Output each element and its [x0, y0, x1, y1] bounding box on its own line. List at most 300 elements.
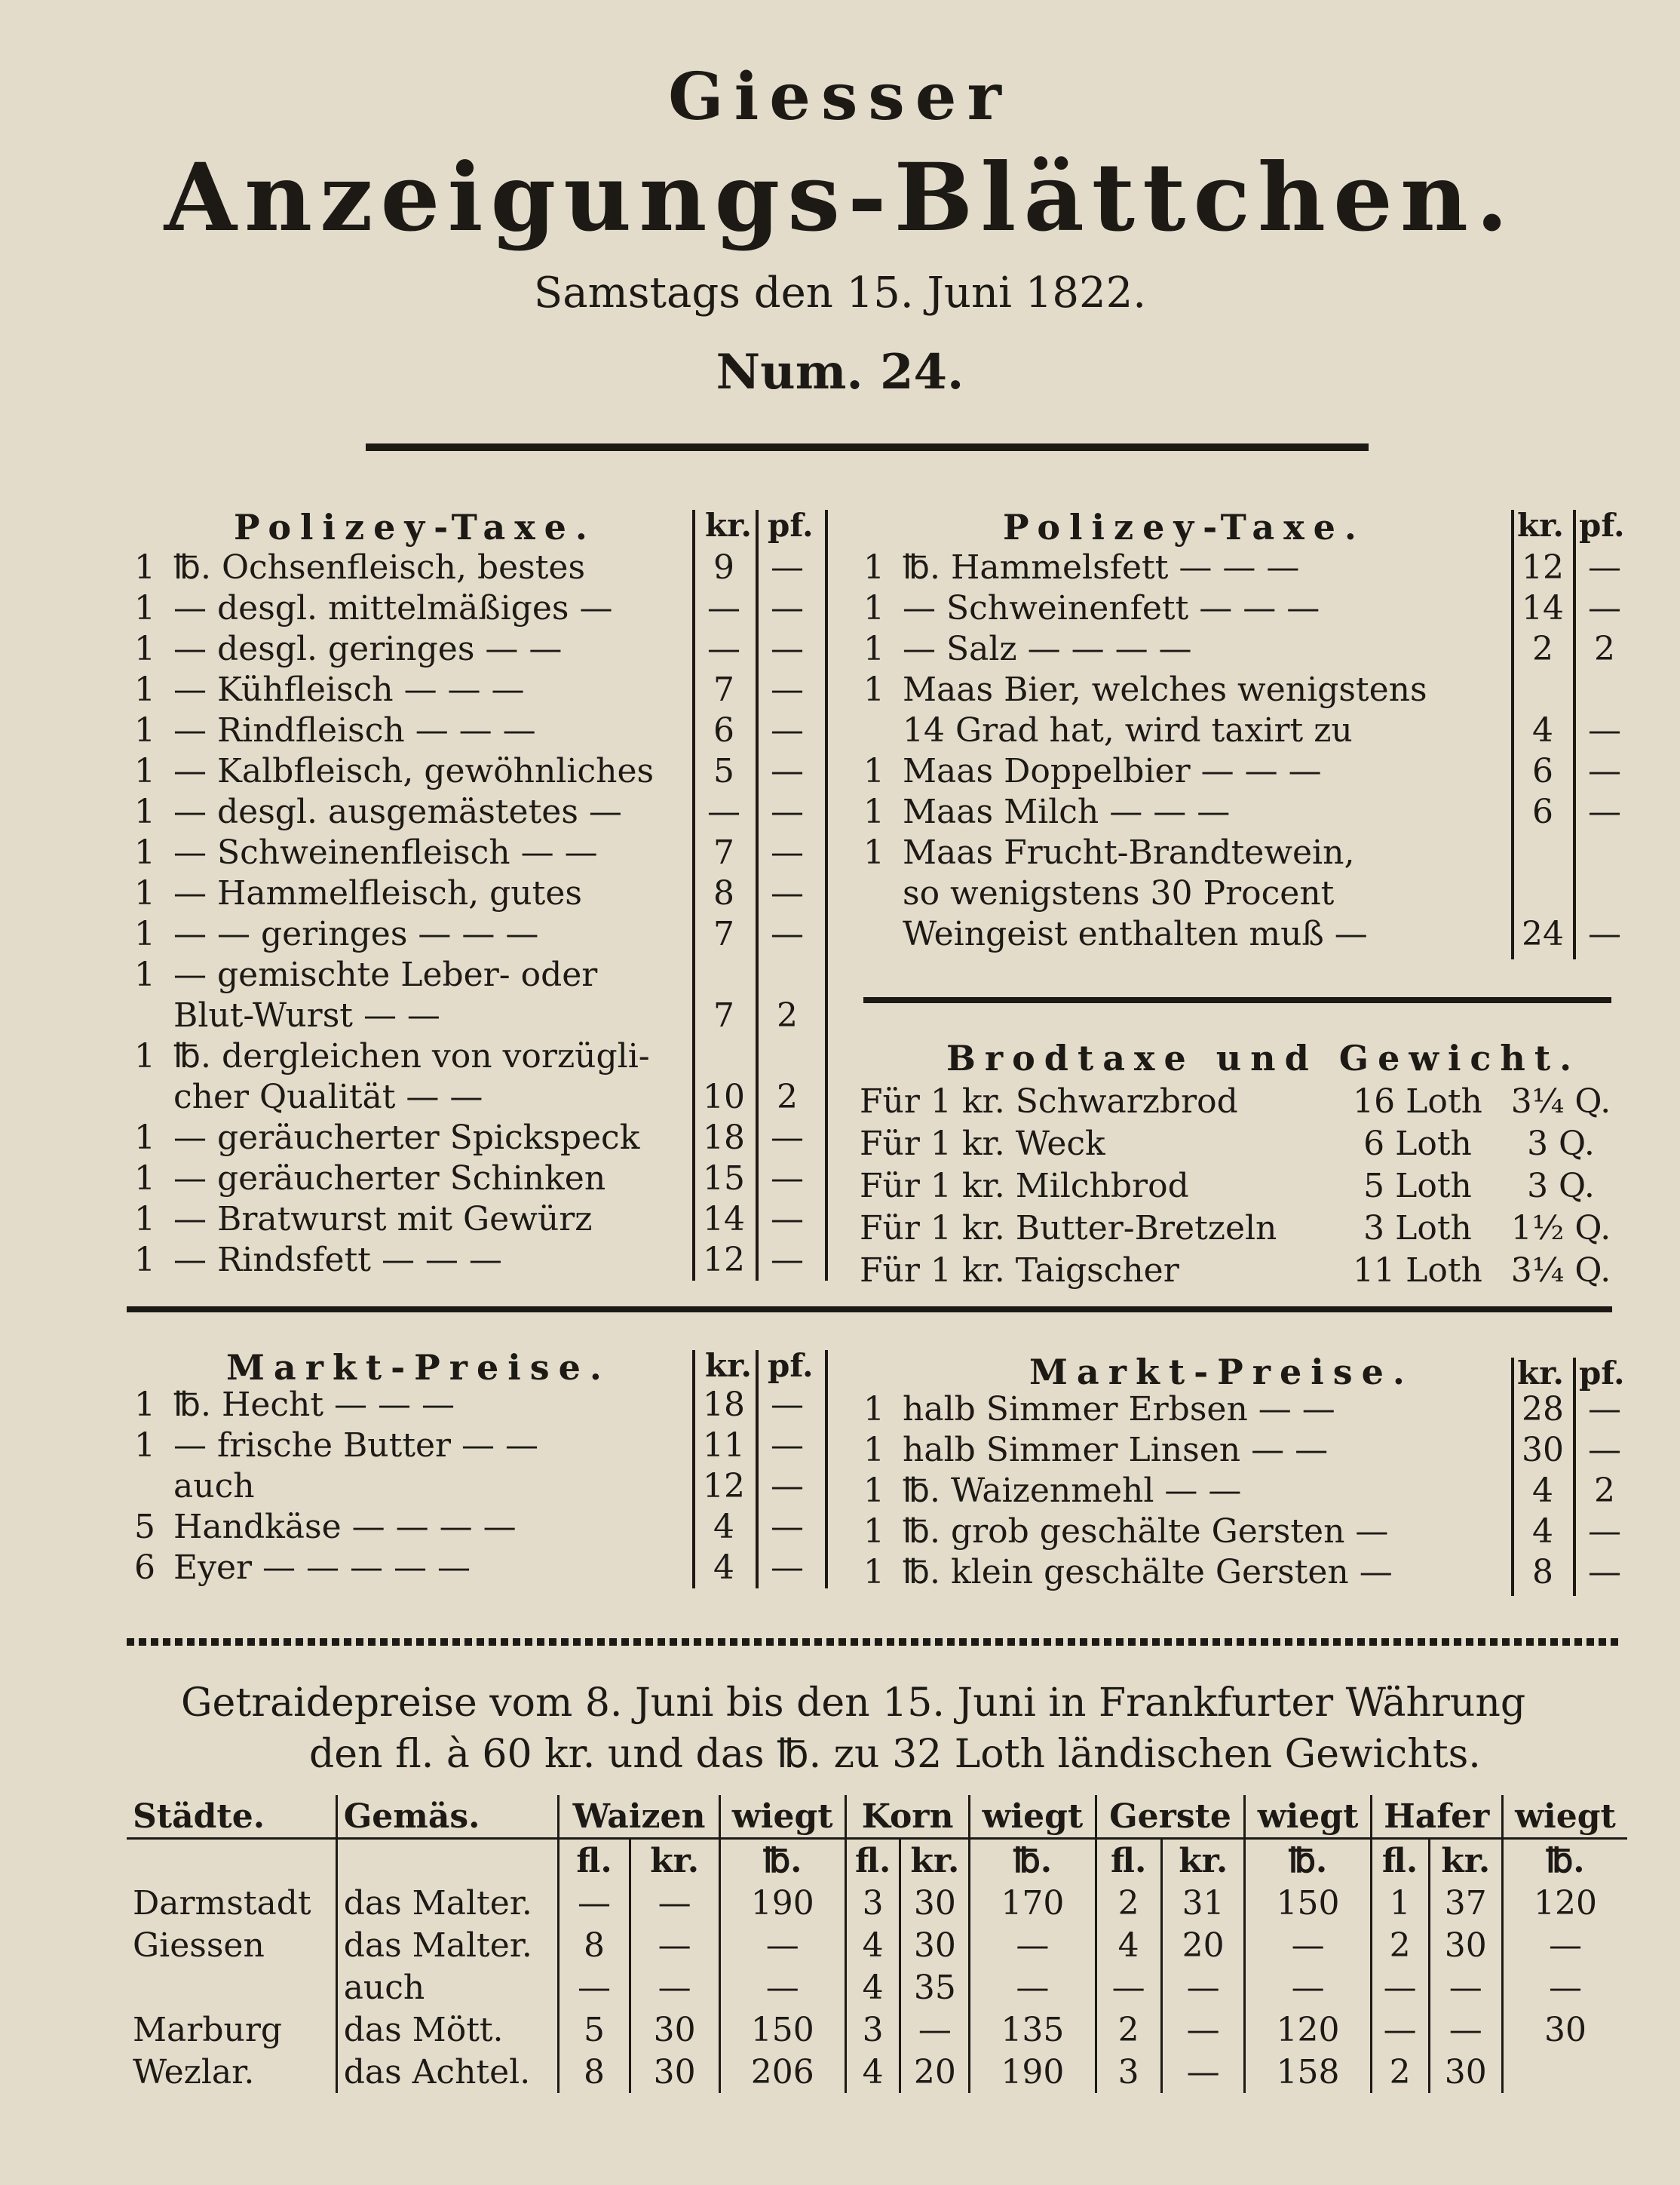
- grain-col-header: wiegt: [1502, 1795, 1627, 1839]
- grain-measure: auch: [336, 1966, 559, 2009]
- grain-city: Giessen: [133, 1926, 265, 1965]
- grain-subheader-row: [127, 1839, 1627, 1883]
- grain-body: [127, 1882, 1627, 2093]
- row-kr: —: [707, 793, 740, 831]
- row-item: — Kalbfleisch, gewöhnliches: [173, 752, 655, 790]
- grain-subheader: fl.: [1371, 1839, 1429, 1883]
- grain-cell: 30: [1429, 2051, 1502, 2093]
- grain-cell: 2: [1371, 2051, 1429, 2093]
- price-row: [856, 1471, 1635, 1511]
- grain-city: Wezlar.: [133, 2052, 255, 2091]
- row-quantity: 1: [863, 1553, 884, 1591]
- grain-cell: —: [559, 1966, 630, 2009]
- polizey-left-divider3: [825, 510, 828, 1281]
- row-item: — Bratwurst mit Gewürz: [173, 1200, 593, 1238]
- polizey-right-heading: Polizey-Taxe.: [1003, 507, 1366, 548]
- grain-cell: 150: [719, 2009, 845, 2051]
- grain-cell: —: [559, 1882, 630, 1924]
- grain-measure: das Malter.: [336, 1924, 559, 1966]
- grain-row: [127, 1882, 1627, 1924]
- price-row: [127, 710, 817, 751]
- row-pf: —: [771, 630, 804, 668]
- brodtaxe-weight: 16 Loth: [1353, 1082, 1482, 1121]
- grain-subheader: ℔.: [719, 1839, 845, 1883]
- price-row: [856, 588, 1635, 629]
- grain-cell: —: [1161, 1966, 1245, 2009]
- price-row: [127, 955, 817, 996]
- price-row: [127, 588, 817, 629]
- grain-subheader: ℔.: [970, 1839, 1096, 1883]
- price-row: [856, 1430, 1635, 1471]
- polizey-right-rule: [863, 997, 1611, 1003]
- row-quantity: 1: [134, 956, 155, 994]
- price-row: [127, 1507, 817, 1548]
- grain-col-header: Korn: [845, 1795, 970, 1839]
- brodtaxe-weight: 3 Loth: [1363, 1209, 1472, 1247]
- row-quantity: 1: [134, 1426, 155, 1465]
- brodtaxe-item: Für 1 kr. Butter-Bretzeln: [860, 1209, 1277, 1247]
- grain-cell: —: [719, 1966, 845, 2009]
- row-item: cher Qualität — —: [173, 1078, 483, 1116]
- row-kr: 4: [1532, 711, 1553, 750]
- row-quantity: 1: [134, 548, 155, 587]
- price-row: [856, 1389, 1635, 1430]
- grain-cell: 4: [845, 1966, 900, 2009]
- brodtaxe-row: [860, 1166, 1614, 1207]
- brodtaxe-unit: 1½ Q.: [1510, 1209, 1611, 1247]
- row-item: ℔. grob geschälte Gersten —: [903, 1512, 1389, 1551]
- grain-row: [127, 2051, 1627, 2093]
- row-pf: —: [1588, 1553, 1621, 1591]
- price-row: [127, 629, 817, 670]
- grain-cell: 30: [1429, 1924, 1502, 1966]
- grain-measure: das Malter.: [336, 1882, 559, 1924]
- brodtaxe-unit: 3 Q.: [1527, 1167, 1595, 1205]
- row-item: — Salz — — — —: [903, 630, 1192, 668]
- row-quantity: 1: [134, 671, 155, 709]
- row-kr: 4: [1532, 1471, 1553, 1510]
- row-pf: —: [1588, 793, 1621, 831]
- grain-cell: 120: [1502, 1882, 1627, 1924]
- getraide-note-line1: Getraidepreise vom 8. Juni bis den 15. Juni in Frankfurter Währung: [181, 1680, 1526, 1726]
- grain-cell: —: [1096, 1966, 1161, 2009]
- row-item: Blut-Wurst — —: [173, 996, 440, 1035]
- row-quantity: 1: [863, 630, 884, 668]
- grain-col-header: Gerste: [1096, 1795, 1245, 1839]
- row-kr: 4: [713, 1508, 734, 1546]
- row-kr: 7: [713, 915, 734, 953]
- price-row: [127, 1425, 817, 1466]
- issue-number: Num. 24.: [716, 344, 964, 400]
- grain-cell: —: [719, 1924, 845, 1966]
- row-kr: 18: [703, 1119, 745, 1157]
- grain-cell: —: [1429, 2009, 1502, 2051]
- grain-subheader: kr.: [900, 1839, 970, 1883]
- row-pf: —: [771, 1508, 804, 1546]
- grain-cell: —: [970, 1924, 1096, 1966]
- price-row: [127, 996, 817, 1036]
- grain-cell: 2: [1096, 1882, 1161, 1924]
- row-pf: —: [1588, 915, 1621, 953]
- row-quantity: 1: [863, 1471, 884, 1510]
- grain-cell: 37: [1429, 1882, 1502, 1924]
- grain-cell: —: [1502, 1966, 1627, 2009]
- grain-cell: [1502, 2051, 1627, 2093]
- row-quantity: 1: [863, 793, 884, 831]
- row-pf: —: [1588, 1431, 1621, 1469]
- brodtaxe-row: [860, 1251, 1614, 1291]
- price-row: [856, 629, 1635, 670]
- row-pf: —: [1588, 589, 1621, 628]
- markt-right-kr-header: kr.: [1517, 1355, 1564, 1392]
- row-pf: —: [1588, 752, 1621, 790]
- row-item: — Rindsfett — — —: [173, 1241, 502, 1279]
- polizey-right-pf-header: pf.: [1579, 507, 1625, 544]
- brodtaxe-row: [860, 1082, 1614, 1122]
- row-pf: —: [771, 1119, 804, 1157]
- grain-cell: 30: [900, 1882, 970, 1924]
- row-item: ℔. klein geschälte Gersten —: [903, 1553, 1393, 1591]
- row-kr: 10: [703, 1078, 745, 1116]
- grain-subheader: fl.: [559, 1839, 630, 1883]
- grain-city: Marburg: [133, 2010, 283, 2049]
- price-row: [127, 1036, 817, 1077]
- row-item: — desgl. ausgemästetes —: [173, 793, 622, 831]
- price-row: [127, 1466, 817, 1507]
- price-row: [127, 1158, 817, 1199]
- markt-left-divider3: [825, 1350, 828, 1588]
- row-item: Weingeist enthalten muß —: [903, 915, 1368, 953]
- row-pf: —: [1588, 548, 1621, 587]
- row-kr: 7: [713, 833, 734, 872]
- grain-cell: 190: [719, 1882, 845, 1924]
- row-pf: —: [771, 1467, 804, 1505]
- row-item: — Kühfleisch — — —: [173, 671, 525, 709]
- row-pf: —: [1588, 1390, 1621, 1429]
- row-quantity: 1: [863, 671, 884, 709]
- grain-cell: 150: [1245, 1882, 1371, 1924]
- grain-subheader: kr.: [1429, 1839, 1502, 1883]
- grain-col-header: Waizen: [559, 1795, 719, 1839]
- row-pf: —: [1588, 1512, 1621, 1551]
- row-kr: 12: [703, 1241, 745, 1279]
- row-item: — Schweinenfett — — —: [903, 589, 1320, 628]
- row-kr: 12: [703, 1467, 745, 1505]
- grain-cell: —: [1161, 2009, 1245, 2051]
- price-row: [127, 670, 817, 710]
- grain-cell: 190: [970, 2051, 1096, 2093]
- row-quantity: 1: [134, 1241, 155, 1279]
- row-item: — Rindfleisch — — —: [173, 711, 536, 750]
- grain-row: [127, 2009, 1627, 2051]
- grain-subheader: ℔.: [1245, 1839, 1371, 1883]
- masthead-title: Anzeigungs-Blättchen.: [164, 143, 1516, 253]
- grain-cell: 206: [719, 2051, 845, 2093]
- row-pf: —: [771, 1159, 804, 1198]
- row-pf: —: [771, 1548, 804, 1587]
- grain-cell: —: [1371, 2009, 1429, 2051]
- price-row: [127, 1199, 817, 1240]
- row-item: halb Simmer Erbsen — —: [903, 1390, 1335, 1429]
- row-kr: 2: [1532, 630, 1553, 668]
- row-pf: —: [771, 711, 804, 750]
- row-quantity: 1: [134, 874, 155, 913]
- row-kr: 30: [1522, 1431, 1564, 1469]
- price-row: [856, 710, 1635, 751]
- grain-cell: 3: [1096, 2051, 1161, 2093]
- row-item: — Hammelfleisch, gutes: [173, 874, 582, 913]
- row-item: — desgl. mittelmäßiges —: [173, 589, 613, 628]
- grain-cell: 30: [900, 1924, 970, 1966]
- row-pf: —: [771, 1241, 804, 1279]
- grain-subheader: ℔.: [1502, 1839, 1627, 1883]
- brodtaxe-unit: 3¼ Q.: [1510, 1082, 1611, 1121]
- row-item: halb Simmer Linsen — —: [903, 1431, 1329, 1469]
- grain-cell: 3: [845, 2009, 900, 2051]
- masthead-rule: [366, 443, 1369, 451]
- row-kr: 6: [713, 711, 734, 750]
- grain-cell: —: [900, 2009, 970, 2051]
- grain-cell: —: [630, 1966, 719, 2009]
- brodtaxe-row: [860, 1124, 1614, 1165]
- grain-row: [127, 1966, 1627, 2009]
- price-row: [127, 914, 817, 955]
- price-row: [856, 914, 1635, 955]
- grain-cell: 4: [845, 2051, 900, 2093]
- row-quantity: 1: [134, 1037, 155, 1076]
- row-pf: —: [771, 1386, 804, 1424]
- grain-cell: 1: [1371, 1882, 1429, 1924]
- price-row: [856, 548, 1635, 588]
- row-item: auch: [173, 1467, 255, 1505]
- row-item: Maas Milch — — —: [903, 793, 1231, 831]
- row-quantity: 1: [863, 833, 884, 872]
- row-kr: 11: [703, 1426, 745, 1465]
- brodtaxe-weight: 6 Loth: [1363, 1125, 1472, 1163]
- grain-subheader: fl.: [845, 1839, 900, 1883]
- row-pf: —: [771, 833, 804, 872]
- price-row: [127, 1385, 817, 1425]
- grain-subheader: kr.: [1161, 1839, 1245, 1883]
- price-row: [856, 792, 1635, 833]
- row-item: Maas Frucht-Brandtewein,: [903, 833, 1355, 872]
- row-item: ℔. Hecht — — —: [173, 1386, 455, 1424]
- brodtaxe-weight: 5 Loth: [1363, 1167, 1472, 1205]
- brodtaxe-unit: 3 Q.: [1527, 1125, 1595, 1163]
- price-row: [127, 1118, 817, 1158]
- grain-cell: —: [1502, 1924, 1627, 1966]
- row-item: — desgl. geringes — —: [173, 630, 563, 668]
- row-item: Maas Bier, welches wenigstens: [903, 671, 1427, 709]
- grain-col-header: wiegt: [970, 1795, 1096, 1839]
- row-kr: 5: [713, 752, 734, 790]
- row-quantity: 6: [134, 1548, 155, 1587]
- row-quantity: 1: [863, 589, 884, 628]
- row-pf: —: [1588, 711, 1621, 750]
- row-kr: 4: [1532, 1512, 1553, 1551]
- grain-cell: 8: [559, 1924, 630, 1966]
- row-kr: 9: [713, 548, 734, 587]
- brodtaxe-heading: Brodtaxe und Gewicht.: [946, 1038, 1581, 1079]
- grain-cell: 8: [559, 2051, 630, 2093]
- brodtaxe-weight: 11 Loth: [1353, 1251, 1482, 1290]
- grain-price-table: [127, 1795, 1627, 2093]
- row-quantity: 1: [134, 1386, 155, 1424]
- brodtaxe-unit: 3¼ Q.: [1510, 1251, 1611, 1290]
- price-row: [127, 873, 817, 914]
- row-kr: 6: [1532, 793, 1553, 831]
- polizey-left-kr-header: kr.: [705, 507, 752, 544]
- section-rule-1: [127, 1306, 1612, 1312]
- row-quantity: 1: [863, 1431, 884, 1469]
- grain-cell: 3: [845, 1882, 900, 1924]
- price-row: [856, 1511, 1635, 1552]
- polizey-left-pf-header: pf.: [768, 507, 814, 544]
- price-row: [127, 1240, 817, 1281]
- grain-cell: —: [1245, 1924, 1371, 1966]
- grain-measure: das Mött.: [336, 2009, 559, 2051]
- grain-cell: 20: [1161, 1924, 1245, 1966]
- grain-cell: —: [630, 1924, 719, 1966]
- grain-cell: —: [1161, 2051, 1245, 2093]
- row-pf: —: [771, 589, 804, 628]
- row-kr: 15: [703, 1159, 745, 1198]
- row-item: — frische Butter — —: [173, 1426, 539, 1465]
- row-kr: 6: [1532, 752, 1553, 790]
- price-row: [127, 1548, 817, 1588]
- row-item: ℔. Ochsenfleisch, bestes: [173, 548, 586, 587]
- price-row: [856, 873, 1635, 914]
- row-item: — — geringes — — —: [173, 915, 539, 953]
- row-pf: 2: [1594, 1471, 1615, 1510]
- row-quantity: 1: [134, 630, 155, 668]
- grain-cell: 2: [1371, 1924, 1429, 1966]
- grain-cell: 30: [630, 2009, 719, 2051]
- markt-right-pf-header: pf.: [1579, 1355, 1625, 1392]
- brodtaxe-item: Für 1 kr. Taigscher: [860, 1251, 1179, 1290]
- masthead-line1: Giesser: [668, 59, 1012, 135]
- price-row: [856, 1552, 1635, 1593]
- row-pf: —: [771, 874, 804, 913]
- row-kr: —: [707, 589, 740, 628]
- price-row: [856, 751, 1635, 792]
- row-quantity: 1: [134, 711, 155, 750]
- grain-cell: 20: [900, 2051, 970, 2093]
- grain-cell: 170: [970, 1882, 1096, 1924]
- row-quantity: 1: [134, 833, 155, 872]
- row-quantity: 1: [863, 548, 884, 587]
- price-row: [127, 751, 817, 792]
- grain-cell: —: [1371, 1966, 1429, 2009]
- row-kr: 18: [703, 1386, 745, 1424]
- row-kr: —: [707, 630, 740, 668]
- row-item: so wenigstens 30 Procent: [903, 874, 1335, 913]
- grain-subheader: kr.: [630, 1839, 719, 1883]
- grain-col-header: Städte.: [133, 1797, 265, 1836]
- grain-city: [127, 1966, 336, 2009]
- grain-col-header: wiegt: [719, 1795, 845, 1839]
- getraide-note-line2: den fl. à 60 kr. und das ℔. zu 32 Loth ländischen Gewichts.: [309, 1732, 1481, 1777]
- row-item: ℔. Waizenmehl — —: [903, 1471, 1242, 1510]
- grain-cell: 135: [970, 2009, 1096, 2051]
- markt-left-pf-header: pf.: [768, 1347, 814, 1384]
- grain-subheader: [336, 1839, 559, 1883]
- grain-cell: —: [1245, 1966, 1371, 2009]
- row-quantity: 1: [863, 752, 884, 790]
- grain-cell: —: [630, 1882, 719, 1924]
- row-pf: —: [771, 548, 804, 587]
- row-pf: —: [771, 793, 804, 831]
- row-pf: —: [771, 915, 804, 953]
- row-item: 14 Grad hat, wird taxirt zu: [903, 711, 1353, 750]
- markt-right-heading: Markt-Preise.: [1029, 1352, 1414, 1392]
- row-kr: 7: [713, 996, 734, 1035]
- row-quantity: 1: [134, 1159, 155, 1198]
- row-pf: 2: [777, 1078, 798, 1116]
- price-row: [856, 670, 1635, 710]
- price-row: [856, 833, 1635, 873]
- row-quantity: 1: [134, 793, 155, 831]
- row-kr: 28: [1522, 1390, 1564, 1429]
- grain-cell: 4: [845, 1924, 900, 1966]
- markt-left-heading: Markt-Preise.: [226, 1347, 611, 1388]
- grain-cell: 158: [1245, 2051, 1371, 2093]
- row-quantity: 1: [134, 752, 155, 790]
- row-pf: —: [771, 1426, 804, 1465]
- polizey-left-heading: Polizey-Taxe.: [234, 507, 596, 548]
- price-row: [127, 792, 817, 833]
- grain-cell: 30: [630, 2051, 719, 2093]
- row-quantity: 1: [134, 915, 155, 953]
- grain-col-header: Hafer: [1371, 1795, 1502, 1839]
- price-row: [127, 548, 817, 588]
- brodtaxe-row: [860, 1208, 1614, 1249]
- grain-cell: 120: [1245, 2009, 1371, 2051]
- grain-subheader: [127, 1839, 336, 1883]
- markt-left-kr-header: kr.: [705, 1347, 752, 1384]
- grain-city: Darmstadt: [133, 1883, 311, 1923]
- polizey-right-kr-header: kr.: [1517, 507, 1564, 544]
- grain-subheader: fl.: [1096, 1839, 1161, 1883]
- row-kr: 14: [703, 1200, 745, 1238]
- grain-cell: —: [1429, 1966, 1502, 2009]
- grain-header-row: [127, 1795, 1627, 1839]
- row-kr: 8: [713, 874, 734, 913]
- row-item: — geräucherter Spickspeck: [173, 1119, 640, 1157]
- grain-cell: 2: [1096, 2009, 1161, 2051]
- row-quantity: 1: [134, 589, 155, 628]
- grain-cell: 5: [559, 2009, 630, 2051]
- row-pf: 2: [777, 996, 798, 1035]
- row-pf: —: [771, 1200, 804, 1238]
- grain-col-header: Gemäs.: [336, 1795, 559, 1839]
- grain-row: [127, 1924, 1627, 1966]
- brodtaxe-item: Für 1 kr. Schwarzbrod: [860, 1082, 1238, 1121]
- row-kr: 12: [1522, 548, 1564, 587]
- price-row: [127, 1077, 817, 1118]
- row-quantity: 5: [134, 1508, 155, 1546]
- issue-date: Samstags den 15. Juni 1822.: [533, 269, 1147, 318]
- row-item: Eyer — — — — —: [173, 1548, 471, 1587]
- row-pf: —: [771, 752, 804, 790]
- brodtaxe-item: Für 1 kr. Milchbrod: [860, 1167, 1189, 1205]
- row-kr: 14: [1522, 589, 1564, 628]
- grain-cell: 35: [900, 1966, 970, 2009]
- row-item: ℔. dergleichen von vorzügli-: [173, 1037, 650, 1076]
- row-item: — gemischte Leber- oder: [173, 956, 598, 994]
- brodtaxe-item: Für 1 kr. Weck: [860, 1125, 1105, 1163]
- row-item: — Schweinenfleisch — —: [173, 833, 598, 872]
